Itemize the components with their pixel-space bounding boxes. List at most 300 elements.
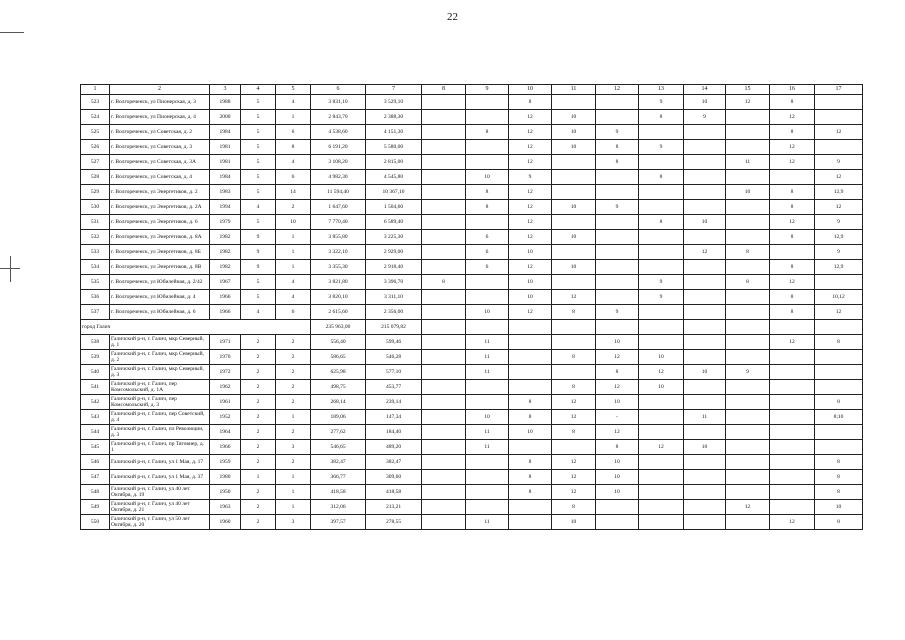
table-row [81, 215, 863, 230]
table-cell [596, 260, 639, 275]
table-cell: 3 529,10 [366, 95, 422, 110]
table-cell [684, 200, 726, 215]
table-cell: 10 [596, 455, 639, 470]
column-header: 3 [210, 85, 241, 95]
table-cell: 8 [770, 230, 815, 245]
table-row [81, 395, 863, 410]
table-cell [509, 380, 552, 395]
header-row [81, 85, 863, 95]
table-cell: 3 311,10 [366, 290, 422, 305]
table-cell: 9 [596, 200, 639, 215]
table-row [81, 335, 863, 350]
table-cell [466, 485, 509, 500]
table-cell [552, 440, 596, 455]
table-cell: 8 [509, 95, 552, 110]
table-cell: 7 770,40 [311, 215, 366, 230]
table-cell [726, 290, 770, 305]
row-number: 530 [81, 200, 110, 215]
address-cell: Галичский р-н, г. Галич, ул 40 лет Октября, д. 19 [110, 485, 210, 500]
table-cell: 1981 [210, 140, 241, 155]
table-cell: 8 [466, 200, 509, 215]
table-cell [466, 110, 509, 125]
table-cell [639, 305, 684, 320]
table-cell [466, 320, 509, 335]
table-cell: 8 [509, 410, 552, 425]
table-cell: 4 151,30 [366, 125, 422, 140]
table-cell [466, 215, 509, 230]
table-cell: 586,65 [311, 350, 366, 365]
table-cell: 8 [552, 305, 596, 320]
address-cell: Галичский р-н, г. Галич, пр Тяговиер, д. 1 [110, 440, 210, 455]
table-cell [466, 95, 509, 110]
table-cell [422, 500, 466, 515]
table-cell [466, 395, 509, 410]
row-number: 542 [81, 395, 110, 410]
table-cell: 5 [241, 125, 276, 140]
table-cell: 6 589,40 [366, 215, 422, 230]
table-cell: 12 [552, 485, 596, 500]
table-cell: 8 [770, 305, 815, 320]
address-cell: Галичский р-н, г. Галич, мкр Северный, д. 1 [110, 335, 210, 350]
table-cell [422, 200, 466, 215]
table-cell: 2 [241, 455, 276, 470]
table-cell: 10 [552, 125, 596, 140]
table-cell: 10 [684, 95, 726, 110]
table-cell: 8 [596, 155, 639, 170]
table-cell: 12 [552, 470, 596, 485]
table-cell [422, 155, 466, 170]
table-cell: 10 [684, 215, 726, 230]
table-cell: 3 831,10 [311, 95, 366, 110]
table-cell: 10 367,10 [366, 185, 422, 200]
table-row [81, 275, 863, 290]
address-cell: Галичский р-н, г. Галич, ул 50 лет Октября, д. 20 [110, 515, 210, 530]
table-cell: 1 [276, 245, 311, 260]
table-row [81, 485, 863, 500]
data-table [80, 84, 863, 530]
table-cell: 2 [241, 335, 276, 350]
table-cell: 8 [726, 275, 770, 290]
table-cell: 10 [552, 515, 596, 530]
table-cell: 8 [639, 170, 684, 185]
column-header: 1 [81, 85, 110, 95]
table-cell: 2 [276, 350, 311, 365]
table-cell [770, 365, 815, 380]
table-cell [509, 500, 552, 515]
table-cell [639, 230, 684, 245]
row-number: 524 [81, 110, 110, 125]
table-cell [596, 185, 639, 200]
table-cell: 1981 [210, 155, 241, 170]
table-cell: 8 [552, 425, 596, 440]
table-row [81, 380, 863, 395]
table-cell: 9 [241, 245, 276, 260]
table-cell [596, 275, 639, 290]
table-cell: 12 [726, 500, 770, 515]
table-cell: 5 [241, 140, 276, 155]
row-number: 527 [81, 155, 110, 170]
table-cell [726, 335, 770, 350]
table-cell [726, 515, 770, 530]
column-header: 6 [311, 85, 366, 95]
table-cell: 1 [276, 500, 311, 515]
table-cell: 2000 [210, 110, 241, 125]
table-cell: 8 [466, 125, 509, 140]
table-cell: 3 820,10 [311, 290, 366, 305]
table-cell: 10 [509, 275, 552, 290]
table-cell: 1970 [210, 350, 241, 365]
table-cell: 8 [509, 395, 552, 410]
table-cell: 10 [552, 140, 596, 155]
row-number: 526 [81, 140, 110, 155]
table-cell: 2 [276, 335, 311, 350]
address-cell: г. Волгореченск, ул Пионерская, д. 3 [110, 95, 210, 110]
table-cell [684, 155, 726, 170]
table-cell: 12,9 [815, 185, 863, 200]
table-cell [684, 395, 726, 410]
table-cell [422, 140, 466, 155]
table-row [81, 425, 863, 440]
table-cell [552, 245, 596, 260]
table-cell: 11 [466, 350, 509, 365]
table-cell [509, 440, 552, 455]
table-cell: 489,20 [366, 440, 422, 455]
table-cell [726, 305, 770, 320]
table-row [81, 305, 863, 320]
table-cell: 10 [684, 365, 726, 380]
table-cell: 12,9 [815, 230, 863, 245]
table-cell [770, 425, 815, 440]
table-cell [639, 200, 684, 215]
table-cell: 1984 [210, 170, 241, 185]
table-row [81, 365, 863, 380]
table-cell: 11 [684, 410, 726, 425]
row-number: 543 [81, 410, 110, 425]
table-cell [596, 320, 639, 335]
row-number: 525 [81, 125, 110, 140]
table-cell: 8 [726, 245, 770, 260]
table-cell: 2 [241, 425, 276, 440]
table-cell [770, 440, 815, 455]
table-cell [552, 215, 596, 230]
table-cell [422, 395, 466, 410]
table-cell [684, 380, 726, 395]
table-cell: 12 [509, 125, 552, 140]
table-cell [684, 485, 726, 500]
table-cell: 1 [276, 230, 311, 245]
table-cell: 8;10 [815, 410, 863, 425]
table-cell: 4 [241, 200, 276, 215]
table-cell: 184,40 [366, 425, 422, 440]
table-row [81, 110, 863, 125]
table-cell [596, 290, 639, 305]
table-cell [815, 140, 863, 155]
address-cell: г. Волгореченск, ул Юбилейная, д. 2/42 [110, 275, 210, 290]
address-cell: Галичский р-н, г. Галич, мкр Северный, д. 2 [110, 350, 210, 365]
table-cell [422, 350, 466, 365]
table-cell [639, 500, 684, 515]
column-header: 17 [815, 85, 863, 95]
table-cell: 268,14 [311, 395, 366, 410]
table-cell [422, 410, 466, 425]
address-cell: г. Волгореченск, ул Энергетиков, д. 2 [110, 185, 210, 200]
table-cell: 10 [596, 485, 639, 500]
row-number: 546 [81, 455, 110, 470]
address-cell: г. Волгореченск, ул Энергетиков, д. 2А [110, 200, 210, 215]
table-cell: 9 [596, 305, 639, 320]
table-cell: 2 [276, 380, 311, 395]
table-cell: 12 [770, 215, 815, 230]
table-cell: 9 [596, 125, 639, 140]
row-number: 535 [81, 275, 110, 290]
table-cell: 12 [552, 290, 596, 305]
table-cell: 12 [596, 425, 639, 440]
table-cell: 8 [509, 470, 552, 485]
table-cell: 8 [770, 125, 815, 140]
table-row [81, 245, 863, 260]
table-cell: 12 [509, 230, 552, 245]
table-cell [726, 425, 770, 440]
table-cell [639, 320, 684, 335]
table-cell [726, 260, 770, 275]
table-cell: 2 [276, 425, 311, 440]
table-cell: 12 [770, 110, 815, 125]
address-cell: г. Волгореченск, ул Энергетиков, д. 8В [110, 260, 210, 275]
table-cell: 11 [726, 155, 770, 170]
table-cell: 1971 [210, 335, 241, 350]
table-cell [639, 470, 684, 485]
binding-mark-tick [10, 256, 11, 282]
table-cell [639, 395, 684, 410]
table-cell: 2 [241, 350, 276, 365]
table-cell [770, 470, 815, 485]
table-cell: 1961 [210, 395, 241, 410]
table-cell [466, 140, 509, 155]
table-cell [726, 230, 770, 245]
column-header: 7 [366, 85, 422, 95]
table-cell [639, 455, 684, 470]
table-cell [726, 395, 770, 410]
table-cell: 8 [815, 470, 863, 485]
table-cell: 1983 [210, 185, 241, 200]
table-cell: 12 [552, 395, 596, 410]
table-cell: 2 356,00 [366, 305, 422, 320]
table-cell [466, 455, 509, 470]
table-cell: 12 [552, 455, 596, 470]
table-cell: 11 [466, 425, 509, 440]
table-row [81, 230, 863, 245]
row-number: 533 [81, 245, 110, 260]
table-cell [726, 320, 770, 335]
table-cell [815, 350, 863, 365]
column-header: 16 [770, 85, 815, 95]
table-cell: 189,06 [311, 410, 366, 425]
table-cell: 4 982,30 [311, 170, 366, 185]
table-cell: 2 918,40 [366, 260, 422, 275]
row-number: 532 [81, 230, 110, 245]
address-cell: г. Волгореченск, ул Советская, д. 4 [110, 170, 210, 185]
table-cell [770, 170, 815, 185]
table-cell [815, 365, 863, 380]
table-cell [466, 380, 509, 395]
table-row [81, 170, 863, 185]
table-cell: 3 821,80 [311, 275, 366, 290]
table-cell [552, 335, 596, 350]
table-cell [815, 380, 863, 395]
table-cell: 5 [241, 95, 276, 110]
table-cell: 8 [552, 380, 596, 395]
address-cell: г. Волгореченск, ул Энергетиков, д. 6 [110, 215, 210, 230]
table-cell: 3 855,80 [311, 230, 366, 245]
table-cell: 2 [241, 410, 276, 425]
table-cell: 418,58 [311, 485, 366, 500]
section-total-area: 235 963,00 [311, 320, 366, 335]
table-cell: 382,47 [366, 455, 422, 470]
address-cell: Галичский р-н, г. Галич, ул 40 лет Октября, д. 21 [110, 500, 210, 515]
table-cell: 9 [241, 230, 276, 245]
table-cell: 9 [815, 215, 863, 230]
table-cell [684, 290, 726, 305]
address-cell: Галичский р-н, г. Галич, ул 1 Мая, д. 17 [110, 455, 210, 470]
table-cell: 12 [509, 200, 552, 215]
table-cell: 1982 [210, 260, 241, 275]
table-cell: 6 [466, 245, 509, 260]
table-cell [422, 230, 466, 245]
table-cell [509, 350, 552, 365]
table-cell: 12 [770, 140, 815, 155]
table-cell [770, 500, 815, 515]
table-cell: 2 [241, 380, 276, 395]
table-cell: 4 [276, 95, 311, 110]
table-cell: 10 [552, 200, 596, 215]
address-cell: г. Волгореченск, ул Энергетиков, д. 8А [110, 230, 210, 245]
table-cell: 9 [241, 260, 276, 275]
address-cell: Галичский р-н, г. Галич, пер Советский, д. 4 [110, 410, 210, 425]
table-cell [770, 485, 815, 500]
table-cell [726, 110, 770, 125]
table-cell [684, 305, 726, 320]
table-cell [422, 515, 466, 530]
table-cell: 10 [509, 290, 552, 305]
table-cell [639, 155, 684, 170]
table-cell: 12 [509, 305, 552, 320]
table-cell [684, 170, 726, 185]
table-row [81, 290, 863, 305]
table-cell [684, 320, 726, 335]
table-cell: 9 [684, 110, 726, 125]
row-number: 531 [81, 215, 110, 230]
table-cell [639, 410, 684, 425]
address-cell: Галичский р-н, г. Галич, ул 1 Мая, д. 37 [110, 470, 210, 485]
table-cell [815, 275, 863, 290]
table-cell [422, 365, 466, 380]
table-cell: 9 [639, 275, 684, 290]
table-cell [684, 275, 726, 290]
table-cell [684, 140, 726, 155]
table-cell: 2 929,00 [366, 245, 422, 260]
table-cell: 12 [552, 410, 596, 425]
table-cell [770, 455, 815, 470]
table-cell: 9 [639, 290, 684, 305]
table-cell [770, 350, 815, 365]
row-number: 544 [81, 425, 110, 440]
table-cell [815, 440, 863, 455]
row-number: 541 [81, 380, 110, 395]
table-cell: 5 [241, 155, 276, 170]
table-cell: 2 [276, 365, 311, 380]
table-cell: 10 [596, 470, 639, 485]
table-cell: 1980 [210, 470, 241, 485]
table-cell: 5 [241, 275, 276, 290]
table-cell [422, 455, 466, 470]
table-cell [726, 170, 770, 185]
row-number: 549 [81, 500, 110, 515]
table-cell: 6 [466, 260, 509, 275]
table-cell: 312,06 [311, 500, 366, 515]
table-cell [596, 95, 639, 110]
table-cell [815, 95, 863, 110]
address-cell: Галичский р-н, г. Галич, пл Революции, д. 3 [110, 425, 210, 440]
table-cell [770, 410, 815, 425]
table-cell: 1979 [210, 215, 241, 230]
table-cell [770, 320, 815, 335]
table-cell: 12 [770, 155, 815, 170]
address-cell: Галичский р-н, г. Галич, пер Комсомольский, д. 3 [110, 395, 210, 410]
address-cell: г. Волгореченск, ул Юбилейная, д. 6 [110, 305, 210, 320]
table-cell: 8 [596, 365, 639, 380]
binding-mark-top [0, 32, 24, 33]
table-cell: 8 [815, 395, 863, 410]
table-cell: 9 [509, 170, 552, 185]
table-cell: 239,14 [366, 395, 422, 410]
table-cell [726, 140, 770, 155]
table-row [81, 470, 863, 485]
table-cell: 1 [276, 410, 311, 425]
row-number: 548 [81, 485, 110, 500]
table-cell: 1966 [210, 290, 241, 305]
table-cell: 9 [639, 95, 684, 110]
table-cell [422, 290, 466, 305]
address-cell: г. Волгореченск, ул Энергетиков, д. 8Б [110, 245, 210, 260]
table-cell: 9 [639, 140, 684, 155]
table-cell [466, 275, 509, 290]
table-cell [422, 125, 466, 140]
table-cell: 2 [276, 395, 311, 410]
table-cell: 12 [639, 365, 684, 380]
table-cell: 2 [241, 485, 276, 500]
table-cell: 6 [276, 125, 311, 140]
table-cell [684, 125, 726, 140]
table-cell: 1967 [210, 275, 241, 290]
table-cell: 12 [596, 380, 639, 395]
table-cell [770, 395, 815, 410]
table-cell [639, 485, 684, 500]
table-cell: 12 [509, 215, 552, 230]
table-cell: 453,77 [366, 380, 422, 395]
table-cell [684, 185, 726, 200]
table-cell: 2 [241, 365, 276, 380]
table-cell: 10 [552, 260, 596, 275]
table-cell: 6 [466, 230, 509, 245]
table-cell: 8 [509, 485, 552, 500]
table-row [81, 410, 863, 425]
table-cell: 11 594,40 [311, 185, 366, 200]
table-cell [422, 95, 466, 110]
table-cell [422, 485, 466, 500]
table-cell: 1959 [210, 455, 241, 470]
table-cell: 1 [276, 470, 311, 485]
table-cell [684, 350, 726, 365]
